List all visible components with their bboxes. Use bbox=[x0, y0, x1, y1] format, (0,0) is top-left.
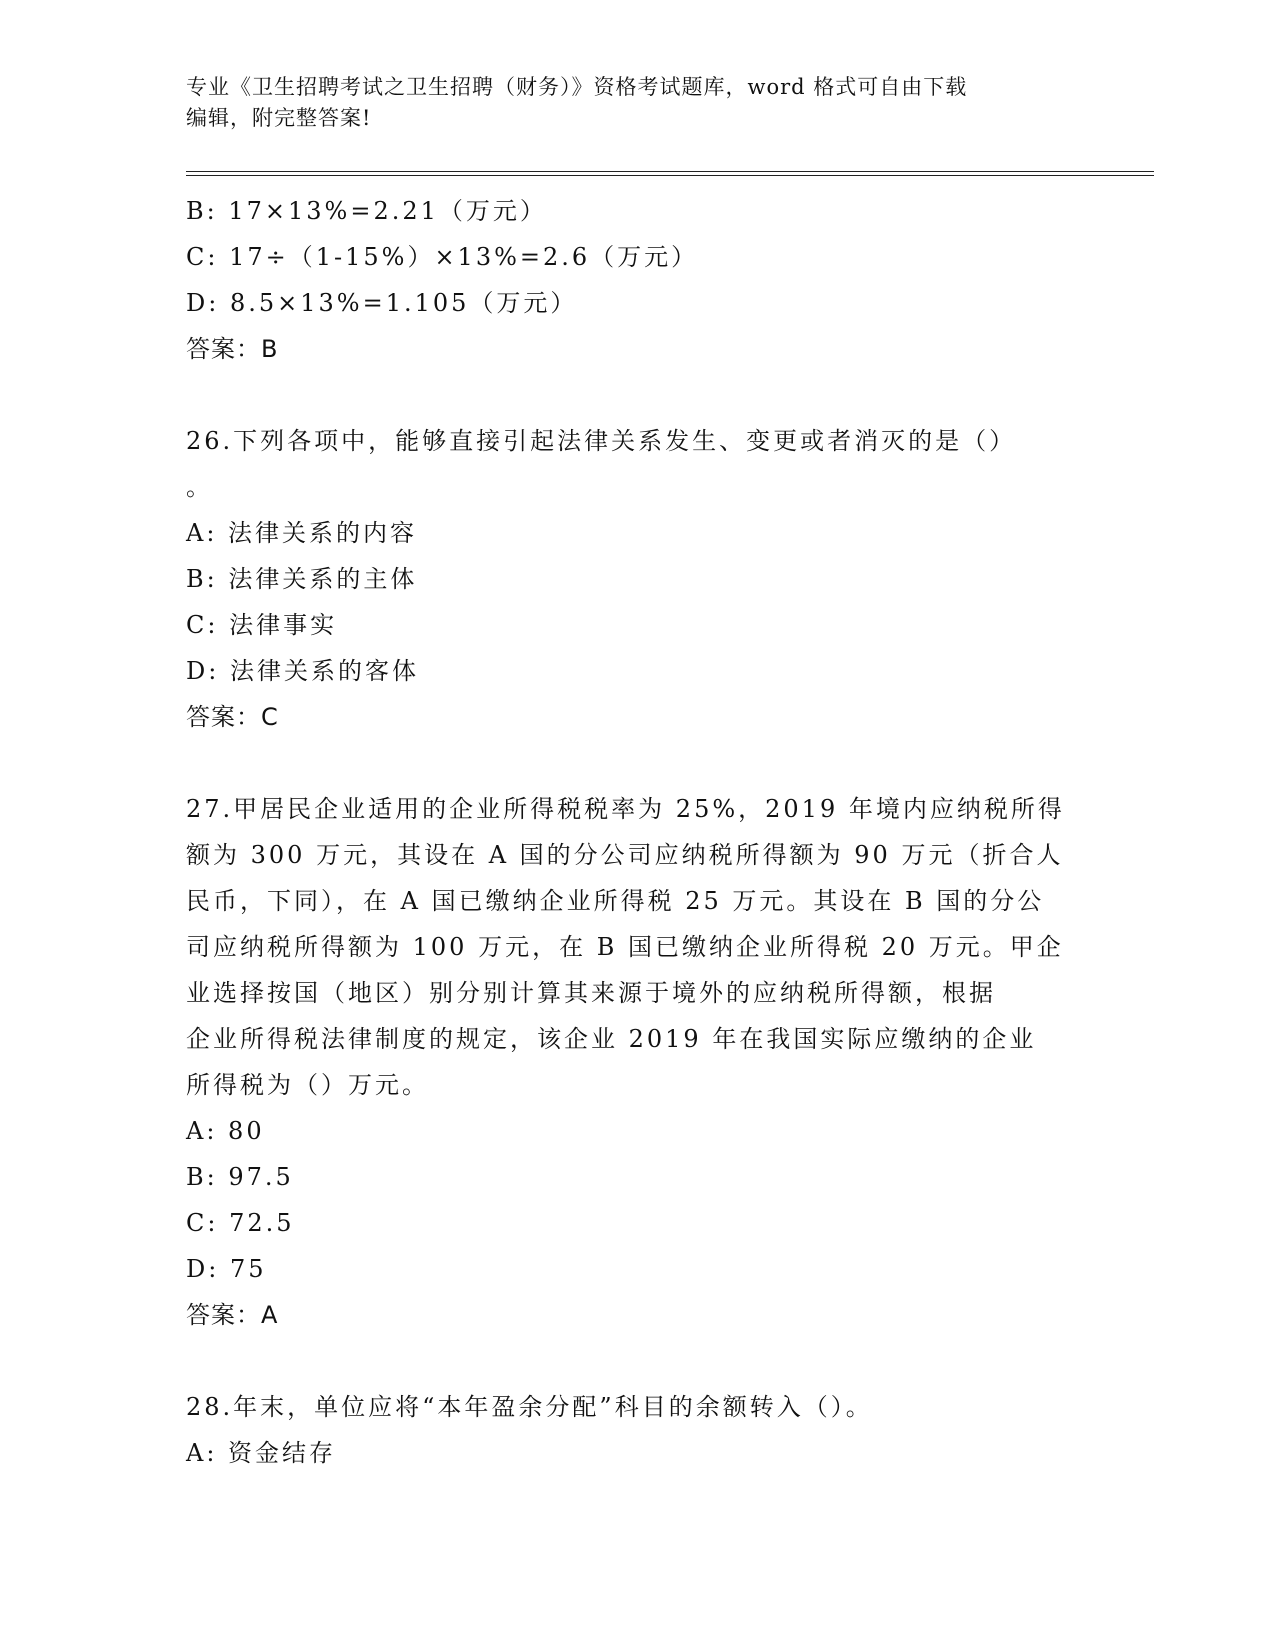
header-line-2: 编辑，附完整答案! bbox=[186, 106, 372, 130]
q25-option-c: C: 17÷（1-15%）×13%=2.6（万元） bbox=[186, 243, 699, 271]
q26-option-d: D: 法律关系的客体 bbox=[186, 657, 419, 685]
q26-stem-line-2: 。 bbox=[186, 473, 213, 501]
q26-answer: 答案：C bbox=[186, 703, 279, 731]
document-header bbox=[186, 72, 1066, 134]
q27-stem-line: 司应纳税所得额为 100 万元，在 B 国已缴纳企业所得税 20 万元。甲企 bbox=[186, 933, 1064, 961]
header-divider-top bbox=[186, 171, 1154, 172]
q27-stem-line: 民币，下同），在 A 国已缴纳企业所得税 25 万元。其设在 B 国的分公 bbox=[186, 887, 1045, 915]
q26-stem-line-1: 26.下列各项中，能够直接引起法律关系发生、变更或者消灭的是（） bbox=[186, 427, 1017, 455]
q27-stem-line: 企业所得税法律制度的规定，该企业 2019 年在我国实际应缴纳的企业 bbox=[186, 1025, 1037, 1053]
q27-option-b: B: 97.5 bbox=[186, 1163, 294, 1191]
q27-option-a: A: 80 bbox=[186, 1117, 265, 1145]
q27-stem-line: 额为 300 万元，其设在 A 国的分公司应纳税所得额为 90 万元（折合人 bbox=[186, 841, 1064, 869]
question-list bbox=[186, 188, 1066, 1476]
q26-option-a: A: 法律关系的内容 bbox=[186, 519, 418, 547]
q27-stem-line: 所得税为（）万元。 bbox=[186, 1071, 429, 1099]
q25-option-d: D: 8.5×13%=1.105（万元） bbox=[186, 289, 578, 317]
q27-stem-line: 业选择按国（地区）别分别计算其来源于境外的应纳税所得额，根据 bbox=[186, 979, 996, 1007]
q27-option-c: C: 72.5 bbox=[186, 1209, 295, 1237]
q25-answer: 答案：B bbox=[186, 335, 279, 363]
header-divider-bottom bbox=[186, 175, 1154, 176]
q28-stem: 28.年末，单位应将“本年盈余分配”科目的余额转入（）。 bbox=[186, 1393, 873, 1421]
question-25 bbox=[186, 188, 1066, 372]
q27-answer: 答案：A bbox=[186, 1301, 279, 1329]
q25-option-b: B: 17×13%=2.21（万元） bbox=[186, 197, 547, 225]
q28-option-a: A: 资金结存 bbox=[186, 1439, 337, 1467]
spacer bbox=[186, 740, 1066, 786]
q26-option-b: B: 法律关系的主体 bbox=[186, 565, 418, 593]
spacer bbox=[186, 372, 1066, 418]
question-26 bbox=[186, 418, 1066, 740]
q27-option-d: D: 75 bbox=[186, 1255, 267, 1283]
header-line-1: 专业《卫生招聘考试之卫生招聘（财务）》资格考试题库，word 格式可自由下载 bbox=[186, 75, 968, 99]
q27-stem-line: 27.甲居民企业适用的企业所得税税率为 25%，2019 年境内应纳税所得 bbox=[186, 795, 1065, 823]
spacer bbox=[186, 1338, 1066, 1384]
question-27 bbox=[186, 786, 1066, 1338]
question-28 bbox=[186, 1384, 1066, 1476]
q26-option-c: C: 法律事实 bbox=[186, 611, 338, 639]
